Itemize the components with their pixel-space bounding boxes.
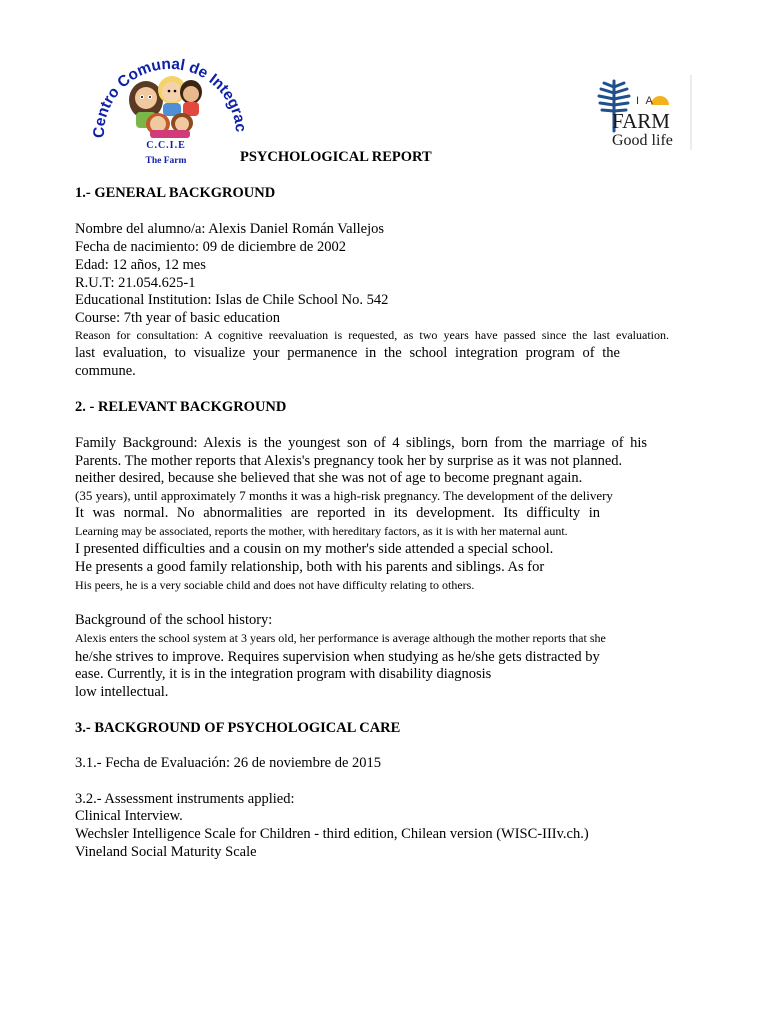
- children-illustration: [129, 76, 202, 138]
- family-line: It was normal. No abnormalities are reported in its development. Its difficulty in: [75, 505, 600, 521]
- instrument-item: Wechsler Intelligence Scale for Children - third edition, Chilean version (WISC-IIIv.ch.): [75, 826, 589, 842]
- reason-line: Reason for consultation: A cognitive reevaluation is requested, as two years have passed since the last evaluation.: [75, 328, 669, 342]
- school-line: ease. Currently, it is in the integration program with disability diagnosis: [75, 666, 492, 682]
- logo-subtitle: The Farm: [145, 156, 187, 166]
- farm-logo-ia: I A: [636, 95, 655, 107]
- evaluation-date: 3.1.- Fecha de Evaluación: 26 de noviembre de 2015: [75, 755, 382, 771]
- school-history-heading: Background of the school history:: [75, 612, 273, 628]
- logo-abbr: C.C.I.E: [146, 140, 186, 151]
- instrument-item: Vineland Social Maturity Scale: [75, 844, 257, 860]
- report-title: PSYCHOLOGICAL REPORT: [240, 149, 432, 165]
- reason-continuation-1: last evaluation, to visualize your permanence in the school integration program of the: [75, 345, 620, 361]
- logo-arc-text: Centro Comunal de Integr: [90, 55, 246, 139]
- family-line: He presents a good family relationship, both with his parents and siblings. As for: [75, 559, 545, 575]
- age-line: Edad: 12 años, 12 mes: [75, 257, 206, 273]
- family-line: I presented difficulties and a cousin on my mother's side attended a special school.: [75, 541, 554, 557]
- school-line: Alexis enters the school system at 3 years old, her performance is average although the mother reports that she: [75, 631, 606, 645]
- birth-date-line: Fecha de nacimiento: 09 de diciembre de 2002: [75, 239, 346, 255]
- course-line: Course: 7th year of basic education: [75, 310, 280, 326]
- reason-continuation-2: commune.: [75, 363, 136, 379]
- family-line: His peers, he is a very sociable child and does not have difficulty relating to others.: [75, 578, 475, 592]
- institution-line: Educational Institution: Islas de Chile School No. 542: [75, 292, 389, 308]
- student-name-line: Nombre del alumno/a: Alexis Daniel Román Vallejos: [75, 221, 385, 237]
- instrument-item: Clinical Interview.: [75, 808, 183, 824]
- farm-logo-tagline: Good life: [612, 132, 673, 149]
- school-line: he/she strives to improve. Requires supervision when studying as he/she gets distracted by: [75, 649, 600, 665]
- school-line: low intellectual.: [75, 684, 169, 700]
- rut-line: R.U.T: 21.054.625-1: [75, 275, 196, 291]
- family-line: neither desired, because she believed that she was not of age to become pregnant again.: [75, 470, 583, 486]
- instruments-heading: 3.2.- Assessment instruments applied:: [75, 791, 295, 807]
- family-line: Learning may be associated, reports the mother, with hereditary factors, as it is with her maternal aunt.: [75, 524, 568, 538]
- family-line: (35 years), until approximately 7 months it was a high-risk pregnancy. The development of the delivery: [75, 488, 613, 503]
- family-line: Parents. The mother reports that Alexis's pregnancy took her by surprise as it was not planned.: [75, 453, 623, 469]
- section-2-heading: 2. - RELEVANT BACKGROUND: [75, 399, 287, 415]
- family-line: Family Background: Alexis is the youngest son of 4 siblings, born from the marriage of his: [75, 435, 647, 451]
- section-1-heading: 1.- GENERAL BACKGROUND: [75, 185, 276, 201]
- ccie-logo: [86, 20, 246, 170]
- section-3-heading: 3.- BACKGROUND OF PSYCHOLOGICAL CARE: [75, 720, 401, 736]
- farm-logo-word: FARM: [612, 109, 670, 133]
